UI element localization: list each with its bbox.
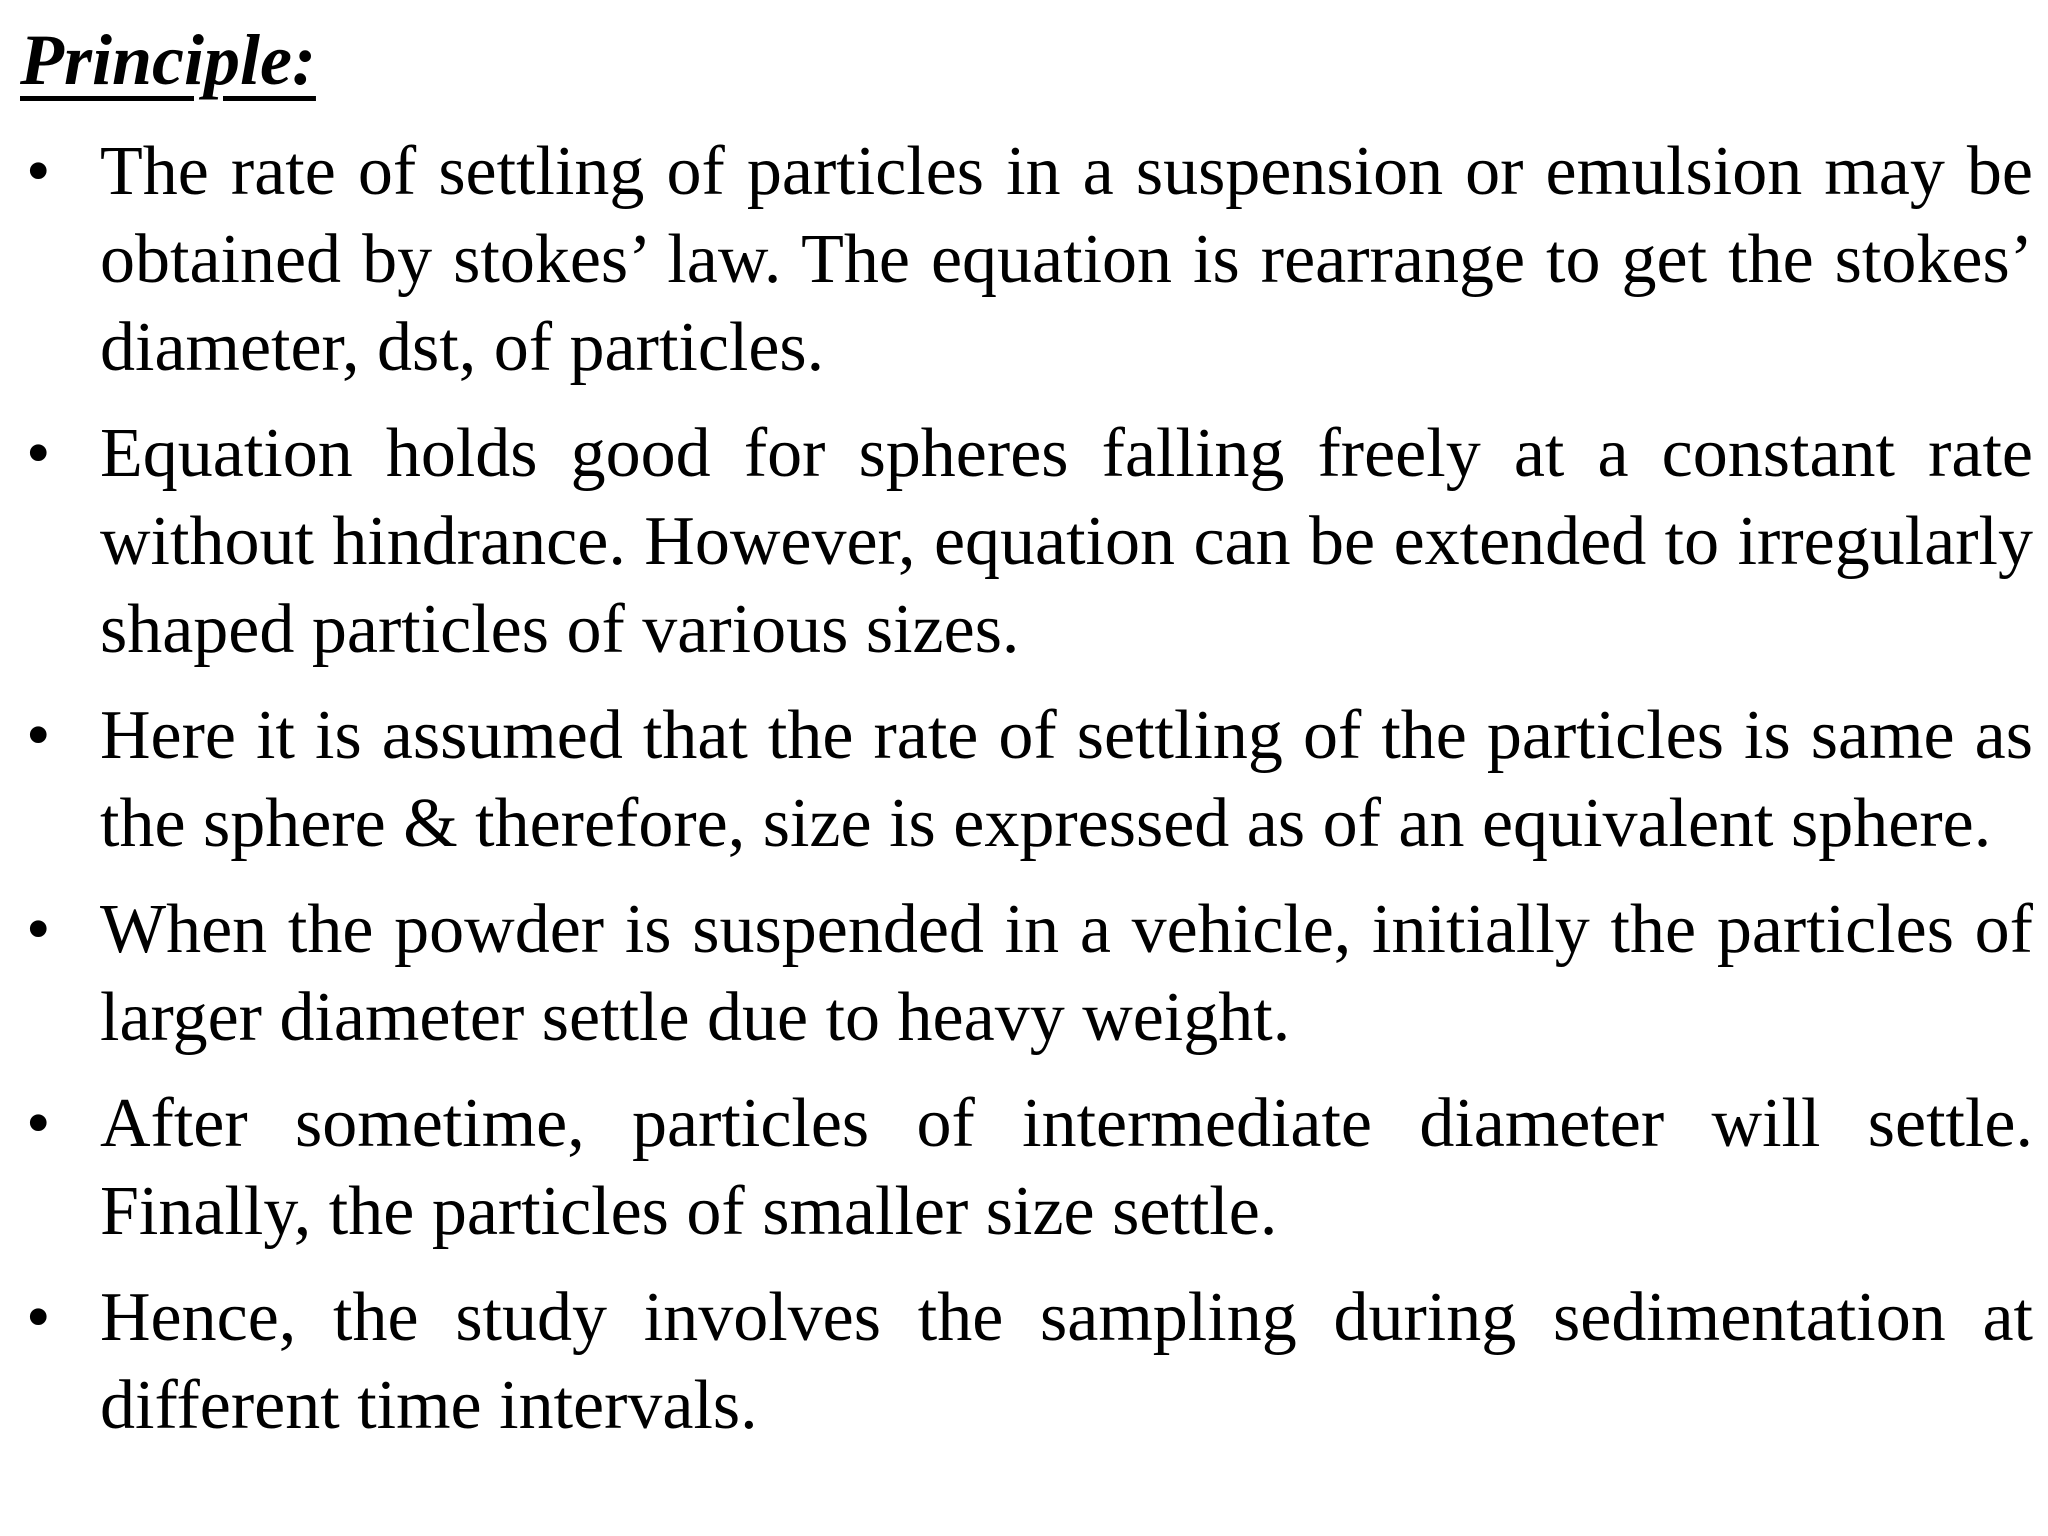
bullet-item bbox=[0, 692, 2048, 868]
bullet-icon: • bbox=[26, 891, 51, 968]
bullet-icon: • bbox=[26, 1085, 51, 1162]
bullet-text: When the powder is suspended in a vehicle, initially the particles of larger diameter settle due to heavy weight. bbox=[100, 891, 2033, 1056]
bullet-item bbox=[0, 128, 2048, 392]
bullet-text: After sometime, particles of intermediate diameter will settle. Finally, the particles of smaller size settle. bbox=[100, 1085, 2033, 1250]
bullet-text: Equation holds good for spheres falling freely at a constant rate without hindrance. However, equation can be extended to irregularly shaped particles of various sizes. bbox=[100, 415, 2033, 668]
bullet-list bbox=[0, 128, 2048, 1468]
bullet-text: Hence, the study involves the sampling during sedimentation at different time intervals. bbox=[100, 1279, 2033, 1444]
bullet-item bbox=[0, 886, 2048, 1062]
bullet-text: The rate of settling of particles in a suspension or emulsion may be obtained by stokes’ law. The equation is rearrange to get the stokes’ diameter, dst, of particles. bbox=[100, 133, 2033, 386]
bullet-item bbox=[0, 410, 2048, 674]
bullet-icon: • bbox=[26, 415, 51, 492]
bullet-text: Here it is assumed that the rate of settling of the particles is same as the sphere & therefore, size is expressed as of an equivalent sphere. bbox=[100, 697, 2033, 862]
bullet-item bbox=[0, 1080, 2048, 1256]
bullet-icon: • bbox=[26, 697, 51, 774]
bullet-item bbox=[0, 1274, 2048, 1450]
bullet-icon: • bbox=[26, 133, 51, 210]
bullet-icon: • bbox=[26, 1279, 51, 1356]
heading-principle: Principle: bbox=[20, 20, 316, 100]
